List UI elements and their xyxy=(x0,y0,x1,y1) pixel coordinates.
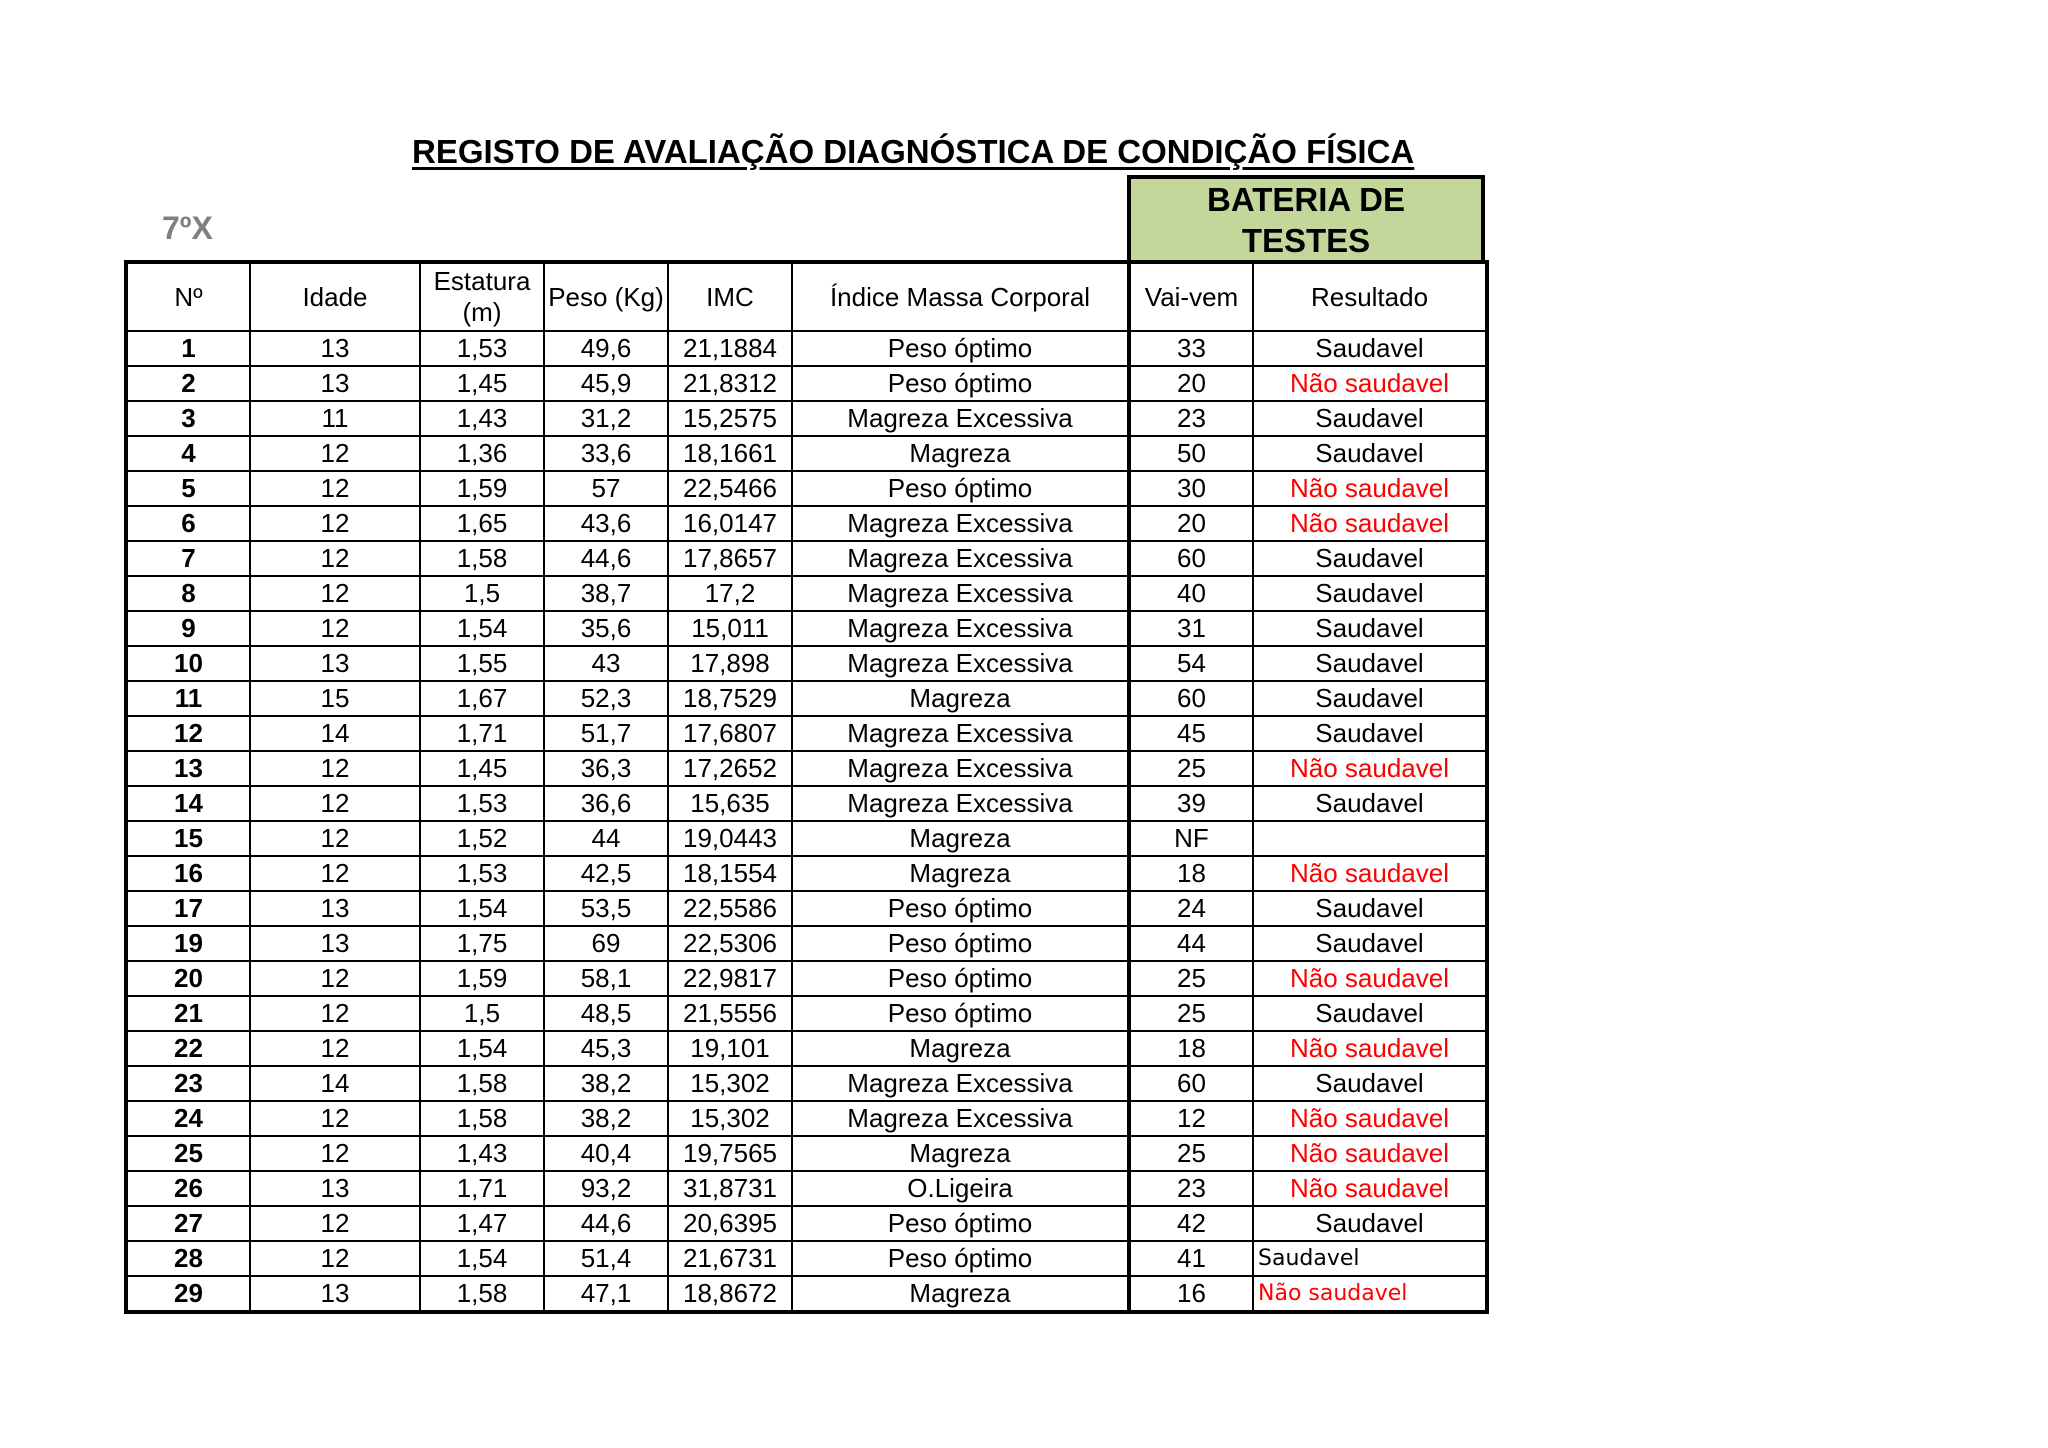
cell-peso: 44 xyxy=(544,821,668,856)
table-row xyxy=(126,1031,1487,1066)
cell-peso: 45,3 xyxy=(544,1031,668,1066)
cell-imc: 21,6731 xyxy=(668,1241,792,1276)
battery-header-label: BATERIA DE TESTES xyxy=(1207,180,1405,259)
cell-n: 21 xyxy=(126,996,250,1031)
cell-idade: 12 xyxy=(250,1206,420,1241)
cell-peso: 93,2 xyxy=(544,1171,668,1206)
cell-idade: 13 xyxy=(250,1171,420,1206)
table-row xyxy=(126,786,1487,821)
table-row xyxy=(126,1066,1487,1101)
cell-vaivem: 25 xyxy=(1129,751,1253,786)
cell-n: 19 xyxy=(126,926,250,961)
cell-vaivem: 41 xyxy=(1129,1241,1253,1276)
cell-n: 20 xyxy=(126,961,250,996)
cell-peso: 38,2 xyxy=(544,1101,668,1136)
class-label: 7ºX xyxy=(162,210,213,246)
cell-estatura: 1,54 xyxy=(420,611,544,646)
cell-n: 16 xyxy=(126,856,250,891)
cell-indice: Peso óptimo xyxy=(792,1241,1129,1276)
cell-imc: 17,2652 xyxy=(668,751,792,786)
cell-imc: 17,8657 xyxy=(668,541,792,576)
col-header-estatura: Estatura (m) xyxy=(420,262,544,331)
cell-vaivem: 60 xyxy=(1129,1066,1253,1101)
cell-peso: 49,6 xyxy=(544,331,668,366)
cell-estatura: 1,52 xyxy=(420,821,544,856)
cell-vaivem: 25 xyxy=(1129,996,1253,1031)
col-header-imc: IMC xyxy=(668,262,792,331)
cell-resultado: Saudavel xyxy=(1253,646,1487,681)
cell-indice: Peso óptimo xyxy=(792,366,1129,401)
cell-resultado: Saudavel xyxy=(1253,716,1487,751)
page-title: REGISTO DE AVALIAÇÃO DIAGNÓSTICA DE CONDIÇÃO FÍSICA xyxy=(412,133,1415,170)
cell-imc: 16,0147 xyxy=(668,506,792,541)
cell-peso: 53,5 xyxy=(544,891,668,926)
cell-n: 15 xyxy=(126,821,250,856)
cell-vaivem: 16 xyxy=(1129,1276,1253,1312)
cell-idade: 12 xyxy=(250,856,420,891)
cell-imc: 18,1661 xyxy=(668,436,792,471)
cell-resultado: Não saudavel xyxy=(1253,1136,1487,1171)
cell-peso: 40,4 xyxy=(544,1136,668,1171)
table-row xyxy=(126,751,1487,786)
table-row xyxy=(126,646,1487,681)
cell-idade: 15 xyxy=(250,681,420,716)
cell-vaivem: 18 xyxy=(1129,856,1253,891)
cell-estatura: 1,65 xyxy=(420,506,544,541)
table-row xyxy=(126,891,1487,926)
table-row xyxy=(126,1136,1487,1171)
cell-peso: 69 xyxy=(544,926,668,961)
cell-resultado: Saudavel xyxy=(1253,996,1487,1031)
cell-vaivem: 60 xyxy=(1129,541,1253,576)
cell-vaivem: 45 xyxy=(1129,716,1253,751)
cell-peso: 51,7 xyxy=(544,716,668,751)
cell-estatura: 1,54 xyxy=(420,891,544,926)
col-header-indice: Índice Massa Corporal xyxy=(792,262,1129,331)
cell-estatura: 1,54 xyxy=(420,1241,544,1276)
cell-n: 8 xyxy=(126,576,250,611)
cell-resultado: Saudavel xyxy=(1253,1241,1487,1276)
cell-vaivem: 50 xyxy=(1129,436,1253,471)
cell-estatura: 1,67 xyxy=(420,681,544,716)
cell-indice: Magreza Excessiva xyxy=(792,716,1129,751)
battery-header xyxy=(1127,175,1485,260)
cell-indice: Peso óptimo xyxy=(792,471,1129,506)
cell-n: 6 xyxy=(126,506,250,541)
cell-resultado: Saudavel xyxy=(1253,401,1487,436)
cell-estatura: 1,59 xyxy=(420,961,544,996)
table-row xyxy=(126,366,1487,401)
cell-resultado: Saudavel xyxy=(1253,331,1487,366)
cell-n: 26 xyxy=(126,1171,250,1206)
cell-imc: 15,2575 xyxy=(668,401,792,436)
cell-indice: Magreza Excessiva xyxy=(792,786,1129,821)
cell-estatura: 1,43 xyxy=(420,401,544,436)
cell-vaivem: 25 xyxy=(1129,961,1253,996)
cell-imc: 18,8672 xyxy=(668,1276,792,1312)
cell-estatura: 1,36 xyxy=(420,436,544,471)
table-row xyxy=(126,611,1487,646)
cell-idade: 12 xyxy=(250,786,420,821)
cell-peso: 36,3 xyxy=(544,751,668,786)
cell-estatura: 1,53 xyxy=(420,856,544,891)
cell-indice: Magreza xyxy=(792,681,1129,716)
cell-resultado: Não saudavel xyxy=(1253,1101,1487,1136)
cell-vaivem: 54 xyxy=(1129,646,1253,681)
cell-idade: 13 xyxy=(250,646,420,681)
table-row xyxy=(126,716,1487,751)
cell-peso: 44,6 xyxy=(544,1206,668,1241)
cell-vaivem: 20 xyxy=(1129,506,1253,541)
cell-estatura: 1,5 xyxy=(420,576,544,611)
cell-peso: 58,1 xyxy=(544,961,668,996)
cell-n: 29 xyxy=(126,1276,250,1312)
cell-estatura: 1,45 xyxy=(420,751,544,786)
cell-indice: Magreza Excessiva xyxy=(792,1101,1129,1136)
cell-imc: 19,7565 xyxy=(668,1136,792,1171)
cell-indice: Peso óptimo xyxy=(792,891,1129,926)
table-row xyxy=(126,506,1487,541)
cell-imc: 18,7529 xyxy=(668,681,792,716)
cell-idade: 13 xyxy=(250,1276,420,1312)
cell-imc: 22,9817 xyxy=(668,961,792,996)
cell-peso: 35,6 xyxy=(544,611,668,646)
cell-n: 11 xyxy=(126,681,250,716)
cell-idade: 12 xyxy=(250,471,420,506)
cell-peso: 42,5 xyxy=(544,856,668,891)
table-row xyxy=(126,821,1487,856)
cell-estatura: 1,45 xyxy=(420,366,544,401)
cell-peso: 36,6 xyxy=(544,786,668,821)
cell-idade: 14 xyxy=(250,716,420,751)
cell-vaivem: 42 xyxy=(1129,1206,1253,1241)
cell-indice: Magreza Excessiva xyxy=(792,401,1129,436)
cell-estatura: 1,59 xyxy=(420,471,544,506)
cell-indice: Magreza Excessiva xyxy=(792,751,1129,786)
cell-imc: 17,2 xyxy=(668,576,792,611)
cell-imc: 21,1884 xyxy=(668,331,792,366)
cell-n: 1 xyxy=(126,331,250,366)
cell-resultado: Saudavel xyxy=(1253,926,1487,961)
cell-n: 17 xyxy=(126,891,250,926)
cell-indice: Peso óptimo xyxy=(792,331,1129,366)
cell-peso: 43,6 xyxy=(544,506,668,541)
cell-idade: 14 xyxy=(250,1066,420,1101)
cell-imc: 15,635 xyxy=(668,786,792,821)
cell-n: 2 xyxy=(126,366,250,401)
table-row xyxy=(126,471,1487,506)
cell-indice: Magreza xyxy=(792,1136,1129,1171)
cell-vaivem: 24 xyxy=(1129,891,1253,926)
cell-n: 4 xyxy=(126,436,250,471)
cell-n: 27 xyxy=(126,1206,250,1241)
cell-imc: 22,5306 xyxy=(668,926,792,961)
cell-idade: 12 xyxy=(250,961,420,996)
fitness-table xyxy=(124,260,1489,1314)
col-header-peso: Peso (Kg) xyxy=(544,262,668,331)
cell-vaivem: 33 xyxy=(1129,331,1253,366)
cell-peso: 57 xyxy=(544,471,668,506)
cell-resultado: Não saudavel xyxy=(1253,961,1487,996)
table-row xyxy=(126,541,1487,576)
cell-imc: 20,6395 xyxy=(668,1206,792,1241)
cell-peso: 31,2 xyxy=(544,401,668,436)
cell-peso: 48,5 xyxy=(544,996,668,1031)
cell-imc: 22,5466 xyxy=(668,471,792,506)
cell-idade: 12 xyxy=(250,1136,420,1171)
table-row xyxy=(126,401,1487,436)
cell-estatura: 1,58 xyxy=(420,541,544,576)
cell-estatura: 1,55 xyxy=(420,646,544,681)
cell-vaivem: 12 xyxy=(1129,1101,1253,1136)
col-header-resultado: Resultado xyxy=(1253,262,1487,331)
cell-peso: 51,4 xyxy=(544,1241,668,1276)
cell-estatura: 1,53 xyxy=(420,331,544,366)
cell-n: 5 xyxy=(126,471,250,506)
cell-resultado: Não saudavel xyxy=(1253,1031,1487,1066)
cell-estatura: 1,53 xyxy=(420,786,544,821)
cell-resultado: Saudavel xyxy=(1253,1066,1487,1101)
table-row xyxy=(126,1276,1487,1312)
cell-imc: 18,1554 xyxy=(668,856,792,891)
cell-n: 12 xyxy=(126,716,250,751)
cell-imc: 17,898 xyxy=(668,646,792,681)
cell-imc: 19,0443 xyxy=(668,821,792,856)
cell-peso: 38,7 xyxy=(544,576,668,611)
cell-peso: 44,6 xyxy=(544,541,668,576)
cell-resultado: Saudavel xyxy=(1253,786,1487,821)
cell-estatura: 1,71 xyxy=(420,1171,544,1206)
header-row xyxy=(126,262,1487,331)
cell-indice: Magreza Excessiva xyxy=(792,1066,1129,1101)
cell-resultado: Não saudavel xyxy=(1253,1171,1487,1206)
cell-estatura: 1,47 xyxy=(420,1206,544,1241)
cell-vaivem: 44 xyxy=(1129,926,1253,961)
cell-n: 25 xyxy=(126,1136,250,1171)
cell-idade: 13 xyxy=(250,331,420,366)
cell-estatura: 1,58 xyxy=(420,1066,544,1101)
cell-vaivem: 23 xyxy=(1129,401,1253,436)
cell-indice: Magreza Excessiva xyxy=(792,611,1129,646)
cell-idade: 13 xyxy=(250,366,420,401)
cell-vaivem: 25 xyxy=(1129,1136,1253,1171)
cell-indice: Peso óptimo xyxy=(792,961,1129,996)
cell-indice: Magreza xyxy=(792,821,1129,856)
cell-n: 7 xyxy=(126,541,250,576)
cell-resultado xyxy=(1253,821,1487,856)
cell-n: 13 xyxy=(126,751,250,786)
table-row xyxy=(126,996,1487,1031)
cell-idade: 12 xyxy=(250,821,420,856)
table-row xyxy=(126,1101,1487,1136)
cell-estatura: 1,71 xyxy=(420,716,544,751)
table-row xyxy=(126,1206,1487,1241)
cell-n: 14 xyxy=(126,786,250,821)
cell-vaivem: 31 xyxy=(1129,611,1253,646)
cell-resultado: Saudavel xyxy=(1253,436,1487,471)
cell-peso: 47,1 xyxy=(544,1276,668,1312)
cell-peso: 38,2 xyxy=(544,1066,668,1101)
col-header-vaivem: Vai-vem xyxy=(1129,262,1253,331)
cell-resultado: Não saudavel xyxy=(1253,471,1487,506)
cell-resultado: Não saudavel xyxy=(1253,1276,1487,1312)
cell-indice: Peso óptimo xyxy=(792,926,1129,961)
cell-peso: 33,6 xyxy=(544,436,668,471)
table-row xyxy=(126,1171,1487,1206)
cell-idade: 11 xyxy=(250,401,420,436)
cell-imc: 22,5586 xyxy=(668,891,792,926)
cell-vaivem: 30 xyxy=(1129,471,1253,506)
cell-estatura: 1,58 xyxy=(420,1276,544,1312)
cell-estatura: 1,58 xyxy=(420,1101,544,1136)
cell-indice: Magreza xyxy=(792,1276,1129,1312)
cell-resultado: Saudavel xyxy=(1253,681,1487,716)
cell-n: 28 xyxy=(126,1241,250,1276)
table-row xyxy=(126,331,1487,366)
cell-resultado: Saudavel xyxy=(1253,891,1487,926)
cell-vaivem: 39 xyxy=(1129,786,1253,821)
cell-imc: 15,302 xyxy=(668,1101,792,1136)
cell-resultado: Saudavel xyxy=(1253,1206,1487,1241)
cell-vaivem: NF xyxy=(1129,821,1253,856)
cell-resultado: Não saudavel xyxy=(1253,856,1487,891)
cell-n: 9 xyxy=(126,611,250,646)
cell-resultado: Não saudavel xyxy=(1253,366,1487,401)
cell-peso: 43 xyxy=(544,646,668,681)
table-row xyxy=(126,961,1487,996)
cell-idade: 12 xyxy=(250,751,420,786)
cell-idade: 12 xyxy=(250,506,420,541)
cell-indice: O.Ligeira xyxy=(792,1171,1129,1206)
cell-peso: 52,3 xyxy=(544,681,668,716)
cell-estatura: 1,75 xyxy=(420,926,544,961)
cell-n: 3 xyxy=(126,401,250,436)
cell-indice: Magreza Excessiva xyxy=(792,576,1129,611)
cell-indice: Peso óptimo xyxy=(792,1206,1129,1241)
cell-n: 22 xyxy=(126,1031,250,1066)
cell-resultado: Não saudavel xyxy=(1253,751,1487,786)
cell-indice: Magreza Excessiva xyxy=(792,506,1129,541)
col-header-idade: Idade xyxy=(250,262,420,331)
cell-vaivem: 60 xyxy=(1129,681,1253,716)
cell-idade: 12 xyxy=(250,1241,420,1276)
cell-peso: 45,9 xyxy=(544,366,668,401)
cell-resultado: Não saudavel xyxy=(1253,506,1487,541)
cell-idade: 12 xyxy=(250,1101,420,1136)
cell-resultado: Saudavel xyxy=(1253,576,1487,611)
table-row xyxy=(126,436,1487,471)
cell-imc: 17,6807 xyxy=(668,716,792,751)
table-row xyxy=(126,1241,1487,1276)
cell-idade: 12 xyxy=(250,611,420,646)
cell-idade: 12 xyxy=(250,996,420,1031)
cell-indice: Magreza xyxy=(792,436,1129,471)
cell-idade: 13 xyxy=(250,891,420,926)
cell-estatura: 1,5 xyxy=(420,996,544,1031)
cell-n: 23 xyxy=(126,1066,250,1101)
cell-vaivem: 18 xyxy=(1129,1031,1253,1066)
cell-idade: 12 xyxy=(250,1031,420,1066)
table-row xyxy=(126,681,1487,716)
table-row xyxy=(126,856,1487,891)
cell-n: 24 xyxy=(126,1101,250,1136)
cell-imc: 15,011 xyxy=(668,611,792,646)
cell-n: 10 xyxy=(126,646,250,681)
cell-imc: 15,302 xyxy=(668,1066,792,1101)
cell-indice: Peso óptimo xyxy=(792,996,1129,1031)
cell-estatura: 1,54 xyxy=(420,1031,544,1066)
cell-resultado: Saudavel xyxy=(1253,611,1487,646)
cell-vaivem: 40 xyxy=(1129,576,1253,611)
cell-idade: 12 xyxy=(250,541,420,576)
cell-estatura: 1,43 xyxy=(420,1136,544,1171)
cell-indice: Magreza xyxy=(792,1031,1129,1066)
cell-vaivem: 20 xyxy=(1129,366,1253,401)
table-row xyxy=(126,926,1487,961)
cell-imc: 21,8312 xyxy=(668,366,792,401)
cell-idade: 12 xyxy=(250,576,420,611)
cell-indice: Magreza Excessiva xyxy=(792,541,1129,576)
cell-idade: 12 xyxy=(250,436,420,471)
cell-imc: 19,101 xyxy=(668,1031,792,1066)
table-row xyxy=(126,576,1487,611)
cell-vaivem: 23 xyxy=(1129,1171,1253,1206)
cell-idade: 13 xyxy=(250,926,420,961)
cell-resultado: Saudavel xyxy=(1253,541,1487,576)
col-header-n: Nº xyxy=(126,262,250,331)
cell-imc: 31,8731 xyxy=(668,1171,792,1206)
cell-imc: 21,5556 xyxy=(668,996,792,1031)
cell-indice: Magreza Excessiva xyxy=(792,646,1129,681)
cell-indice: Magreza xyxy=(792,856,1129,891)
